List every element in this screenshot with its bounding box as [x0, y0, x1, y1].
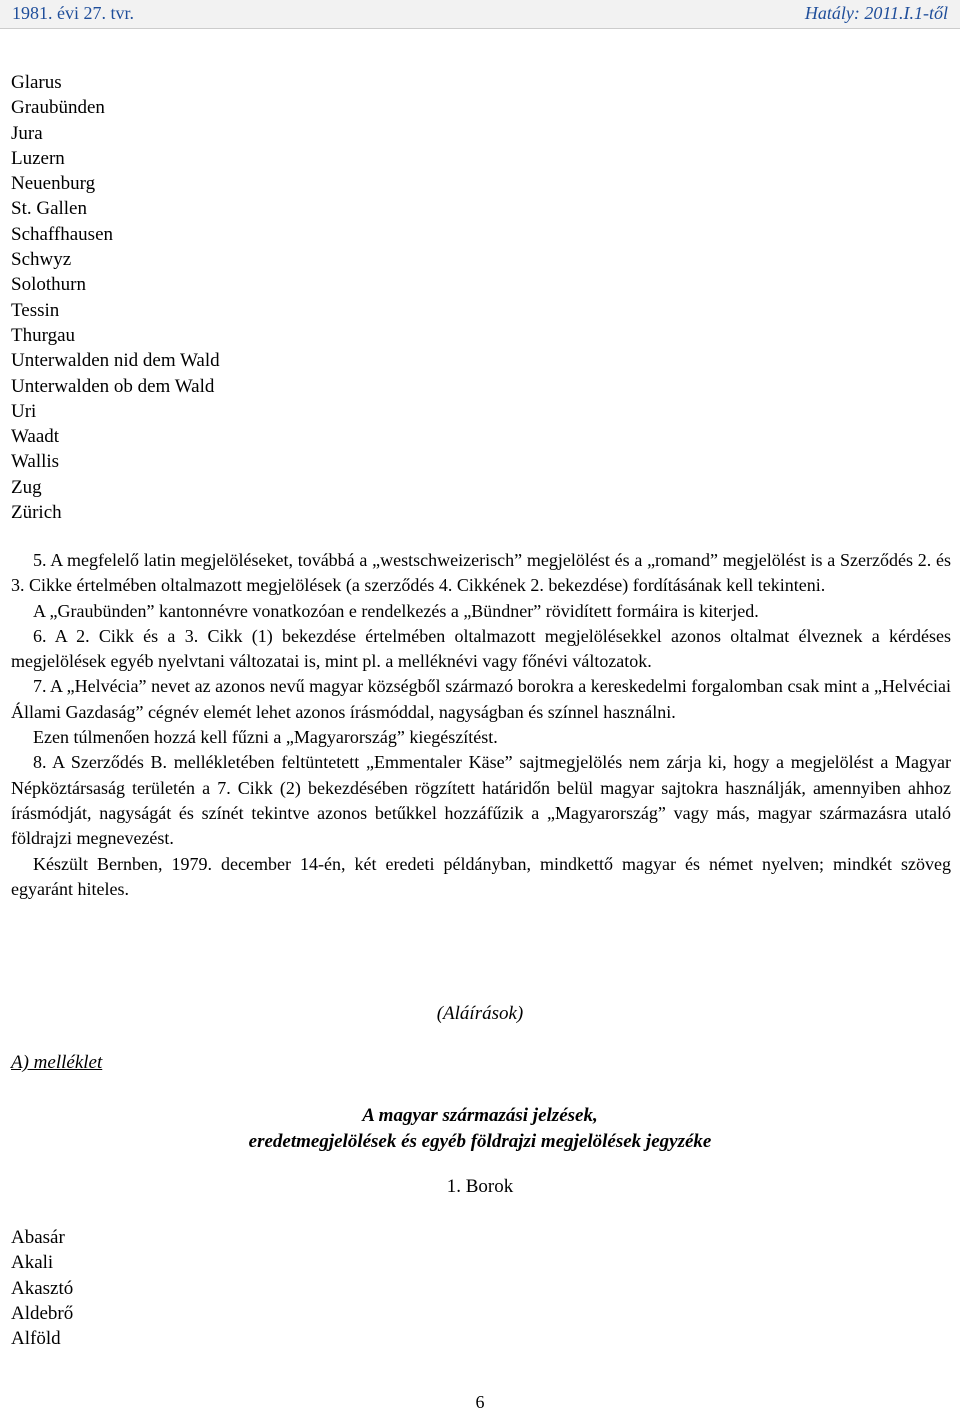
signatures-placeholder: (Aláírások) [436, 1003, 524, 1024]
paragraph-magyarorszag-addition: Ezen túlmenően hozzá kell fűzni a „Magyarország” kiegészítést. [33, 727, 498, 748]
annex-title-line-2: eredetmegjelölések és egyéb földrajzi megjelölések jegyzéke [248, 1131, 712, 1152]
paragraph-graubunden: A „Graubünden” kantonnévre vonatkozóan e rendelkezés a „Bündner” rövidített formáira is kiterjed. [33, 600, 759, 621]
canton-item: Luzern [11, 147, 65, 169]
canton-item: Thurgau [11, 324, 76, 346]
canton-item: Neuenburg [11, 173, 96, 195]
canton-item: Zug [11, 476, 42, 498]
canton-item: Zürich [11, 502, 62, 524]
canton-item: Jura [11, 122, 43, 144]
canton-item: Solothurn [11, 274, 86, 296]
paragraph-7: 7. A „Helvécia” nevet az azonos nevű magyar községből származó borokra a kereskedelmi forgalomban csak mint a „Helvéciai Állami Gazdaság” cégnév elemét lehet azonos írásmóddal, nagyságban és színnel használni. [11, 676, 951, 722]
canton-item: Tessin [11, 299, 60, 321]
village-item: Akali [11, 1252, 54, 1274]
paragraph-5: 5. A megfelelő latin megjelöléseket, továbbá a „westschweizerisch” megjelölést és a „romand” megjelölést is a Szerződés 2. és 3. Cikke értelmében oltalmazott megjelölések (a szerződés 4. Cikkének 2. bekezdése) fordításának kell tekinteni. [11, 550, 951, 596]
canton-item: Uri [11, 400, 37, 422]
annex-title [0, 1103, 960, 1155]
canton-item: Graubünden [11, 97, 105, 119]
canton-item: St. Gallen [11, 198, 87, 220]
village-item: Aldebrő [11, 1302, 74, 1324]
canton-item: Glarus [11, 72, 62, 93]
body-text [11, 548, 951, 902]
village-item: Abasár [11, 1227, 65, 1248]
header-law-reference: 1981. évi 27. tvr. [12, 3, 134, 23]
canton-list [11, 70, 220, 525]
page-number: 6 [475, 1392, 485, 1412]
village-item: Alföld [11, 1328, 61, 1350]
section-heading: 1. Borok [446, 1176, 514, 1197]
document-header [0, 0, 960, 29]
village-item: Akasztó [11, 1277, 74, 1299]
paragraph-closing: Készült Bernben, 1979. december 14-én, két eredeti példányban, mindkettő magyar és német nyelven; mindkét szöveg egyaránt hiteles. [11, 853, 951, 899]
village-list [11, 1225, 73, 1351]
canton-item: Unterwalden nid dem Wald [11, 350, 220, 372]
annex-title-line-1: A magyar származási jelzések, [362, 1105, 598, 1126]
paragraph-8: 8. A Szerződés B. mellékletében feltüntetett „Emmentaler Käse” sajtmegjelölés nem zárja ki, hogy a megjelölést a Magyar Népköztársaság területén a 7. Cikk (2) bekezdésében rögzített határidőn belül magyar sajtokra használják, amennyiben ahhoz írásmódját, nagyságát és színét tekintve azonos betűkkel hozzáfűzik a „Magyarország” vagy más, magyar származásra utaló földrajzi megnevezést. [11, 752, 951, 849]
canton-item: Wallis [11, 451, 60, 473]
annex-label: A) melléklet [11, 1052, 103, 1073]
canton-item: Schaffhausen [11, 223, 114, 245]
paragraph-6: 6. A 2. Cikk és a 3. Cikk (1) bekezdése értelmében oltalmazott megjelölésekkel azonos oltalmat élveznek a kérdéses megjelölések egyéb nyelvtani változatai is, mint pl. a melléknévi vagy főnévi változatok. [11, 625, 951, 672]
header-effective-date: Hatály: 2011.I.1-től [804, 3, 948, 23]
canton-item: Waadt [11, 426, 60, 448]
canton-item: Unterwalden ob dem Wald [11, 375, 215, 397]
canton-item: Schwyz [11, 249, 72, 271]
